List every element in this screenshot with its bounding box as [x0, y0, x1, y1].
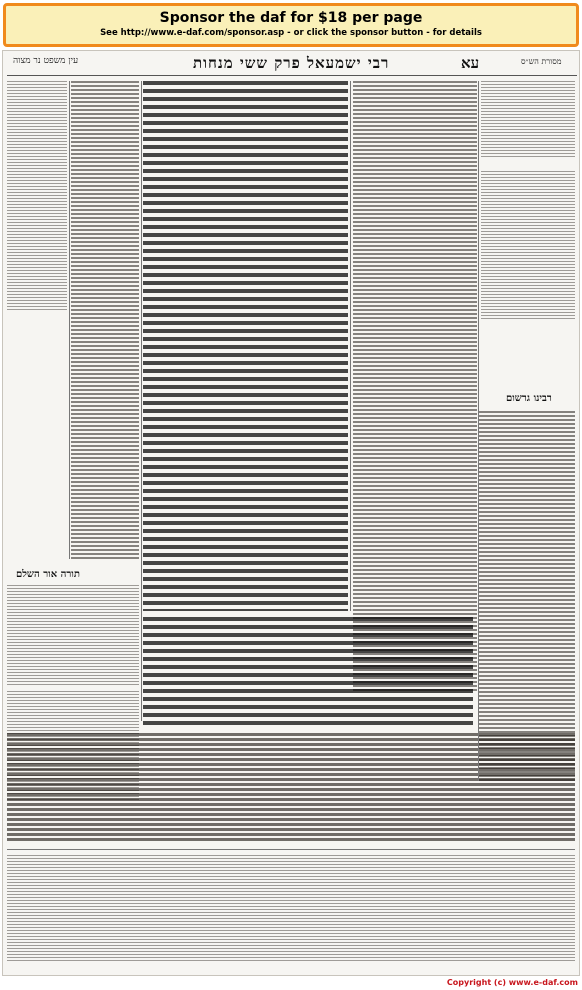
lower-commentary-block: [7, 733, 575, 843]
column-rule-4: [478, 81, 479, 781]
rashi-column: [353, 81, 477, 691]
sponsor-banner-subtitle[interactable]: See http://www.e-daf.com/sponsor.asp - or click the sponsor button - for details: [100, 28, 482, 38]
right-margin-notes: [481, 171, 575, 321]
gemara-column: [143, 81, 348, 611]
rabbeinu-gershom-column: [479, 411, 575, 781]
tractate-title: רבי ישמעאל פרק ששי מנחות: [193, 54, 390, 72]
ein-mishpat-header: עין משפט נר מצוה: [13, 56, 79, 66]
folio-number: עא: [461, 54, 480, 72]
torah-or-column: [7, 585, 139, 685]
masoret-hashas-header: מסורת הש״ס: [521, 57, 562, 66]
masoret-hashas-column: [481, 81, 575, 159]
torah-or-heading: תורה אור השלם: [13, 569, 83, 580]
column-rule-1: [69, 81, 70, 559]
header-rule: [7, 75, 577, 76]
talmud-page-scan: [2, 50, 580, 976]
gemara-wide-block: [143, 617, 473, 727]
rabbeinu-gershom-heading: רבינו גרשום: [503, 393, 555, 404]
copyright-link[interactable]: Copyright (c) www.e-daf.com: [446, 978, 578, 987]
sponsor-banner-title[interactable]: Sponsor the daf for $18 per page: [159, 10, 423, 26]
column-rule-2: [141, 81, 142, 721]
footer-rule-1: [7, 849, 575, 850]
sponsor-banner[interactable]: [3, 3, 579, 47]
tosafot-column: [71, 81, 139, 559]
column-rule-3: [350, 81, 351, 611]
ein-mishpat-column: [7, 81, 67, 311]
footnotes-block: [7, 855, 575, 963]
